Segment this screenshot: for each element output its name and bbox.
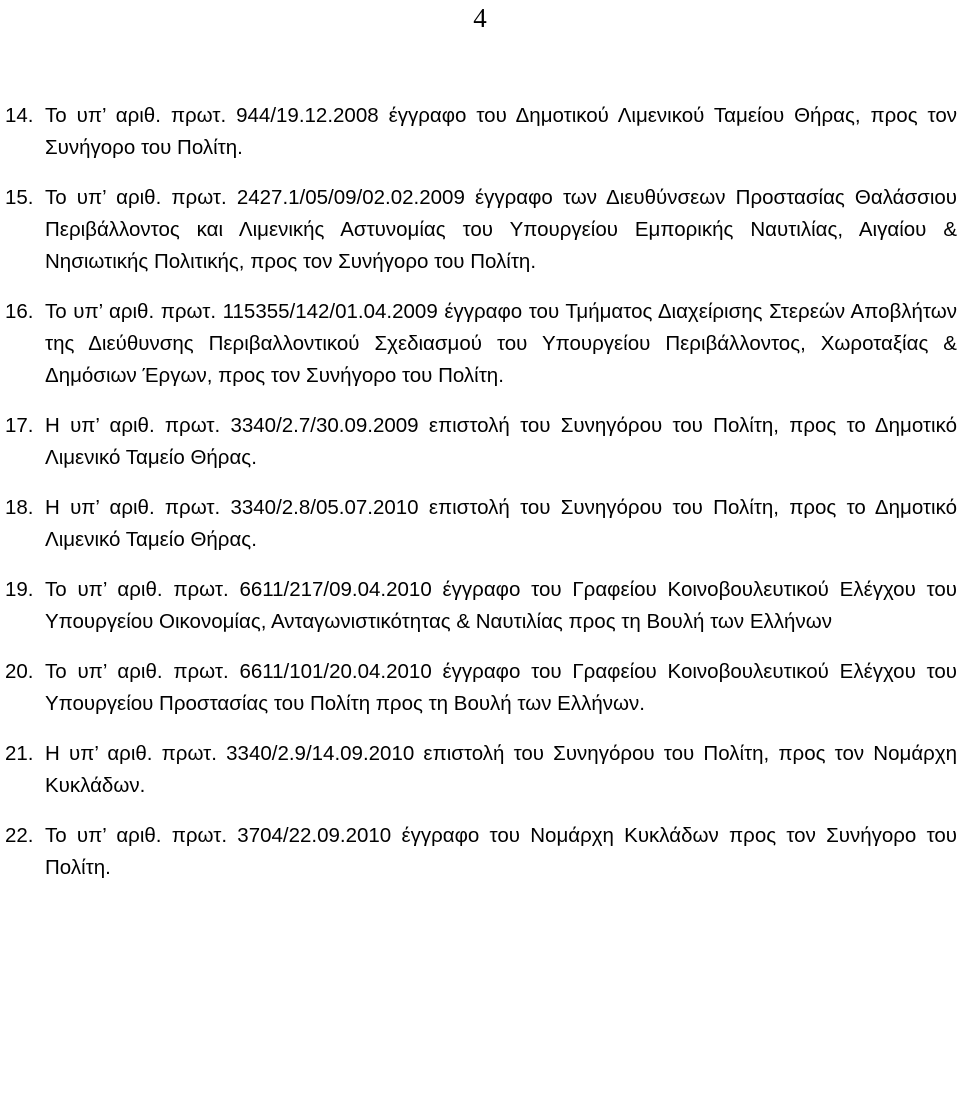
document-list	[0, 100, 960, 902]
item-text: Το υπ’ αριθ. πρωτ. 2427.1/05/09/02.02.2009 έγγραφο των Διευθύνσεων Προστασίας Θαλάσσιου Περιβάλλοντος και Λιμενικής Αστυνομίας του Υπουργείου Εμπορικής Ναυτιλίας, Αιγαίου & Νησιωτικής Πολιτικής, προς τον Συνήγορο του Πολίτη.	[45, 186, 957, 273]
item-number: 21.	[5, 742, 34, 765]
item-text: Το υπ’ αριθ. πρωτ. 3704/22.09.2010 έγγραφο του Νομάρχη Κυκλάδων προς τον Συνήγορο του Πολίτη.	[45, 824, 957, 879]
list-item	[0, 100, 960, 164]
item-text: Το υπ’ αριθ. πρωτ. 944/19.12.2008 έγγραφο του Δημοτικού Λιμενικού Ταμείου Θήρας, προς τον Συνήγορο του Πολίτη.	[45, 104, 957, 159]
item-number: 19.	[5, 578, 34, 601]
item-number: 20.	[5, 660, 34, 683]
item-number: 14.	[5, 104, 34, 127]
item-text: Το υπ’ αριθ. πρωτ. 115355/142/01.04.2009 έγγραφο του Τμήματος Διαχείρισης Στερεών Αποβλήτων της Διεύθυνσης Περιβαλλοντικού Σχεδιασμού του Υπουργείου Περιβάλλοντος, Χωροταξίας & Δημόσιων Έργων, προς τον Συνήγορο του Πολίτη.	[45, 300, 957, 387]
list-item	[0, 492, 960, 556]
item-text: Το υπ’ αριθ. πρωτ. 6611/101/20.04.2010 έγγραφο του Γραφείου Κοινοβουλευτικού Ελέγχου του Υπουργείου Προστασίας του Πολίτη προς τη Βουλή των Ελλήνων.	[45, 660, 957, 715]
list-item	[0, 574, 960, 638]
item-text: Η υπ’ αριθ. πρωτ. 3340/2.9/14.09.2010 επιστολή του Συνηγόρου του Πολίτη, προς τον Νομάρχη Κυκλάδων.	[45, 742, 957, 797]
list-item	[0, 820, 960, 884]
list-item	[0, 738, 960, 802]
item-number: 22.	[5, 824, 34, 847]
item-number: 15.	[5, 186, 34, 209]
list-item	[0, 182, 960, 278]
item-text: Η υπ’ αριθ. πρωτ. 3340/2.7/30.09.2009 επιστολή του Συνηγόρου του Πολίτη, προς το Δημοτικό Λιμενικό Ταμείο Θήρας.	[45, 414, 957, 469]
item-number: 16.	[5, 300, 34, 323]
item-text: Η υπ’ αριθ. πρωτ. 3340/2.8/05.07.2010 επιστολή του Συνηγόρου του Πολίτη, προς το Δημοτικό Λιμενικό Ταμείο Θήρας.	[45, 496, 957, 551]
list-item	[0, 656, 960, 720]
page-number: 4	[473, 3, 487, 33]
list-item	[0, 296, 960, 392]
item-text: Το υπ’ αριθ. πρωτ. 6611/217/09.04.2010 έγγραφο του Γραφείου Κοινοβουλευτικού Ελέγχου του Υπουργείου Οικονομίας, Ανταγωνιστικότητας & Ναυτιλίας προς τη Βουλή των Ελλήνων	[45, 578, 957, 633]
list-item	[0, 410, 960, 474]
item-number: 18.	[5, 496, 34, 519]
item-number: 17.	[5, 414, 34, 437]
